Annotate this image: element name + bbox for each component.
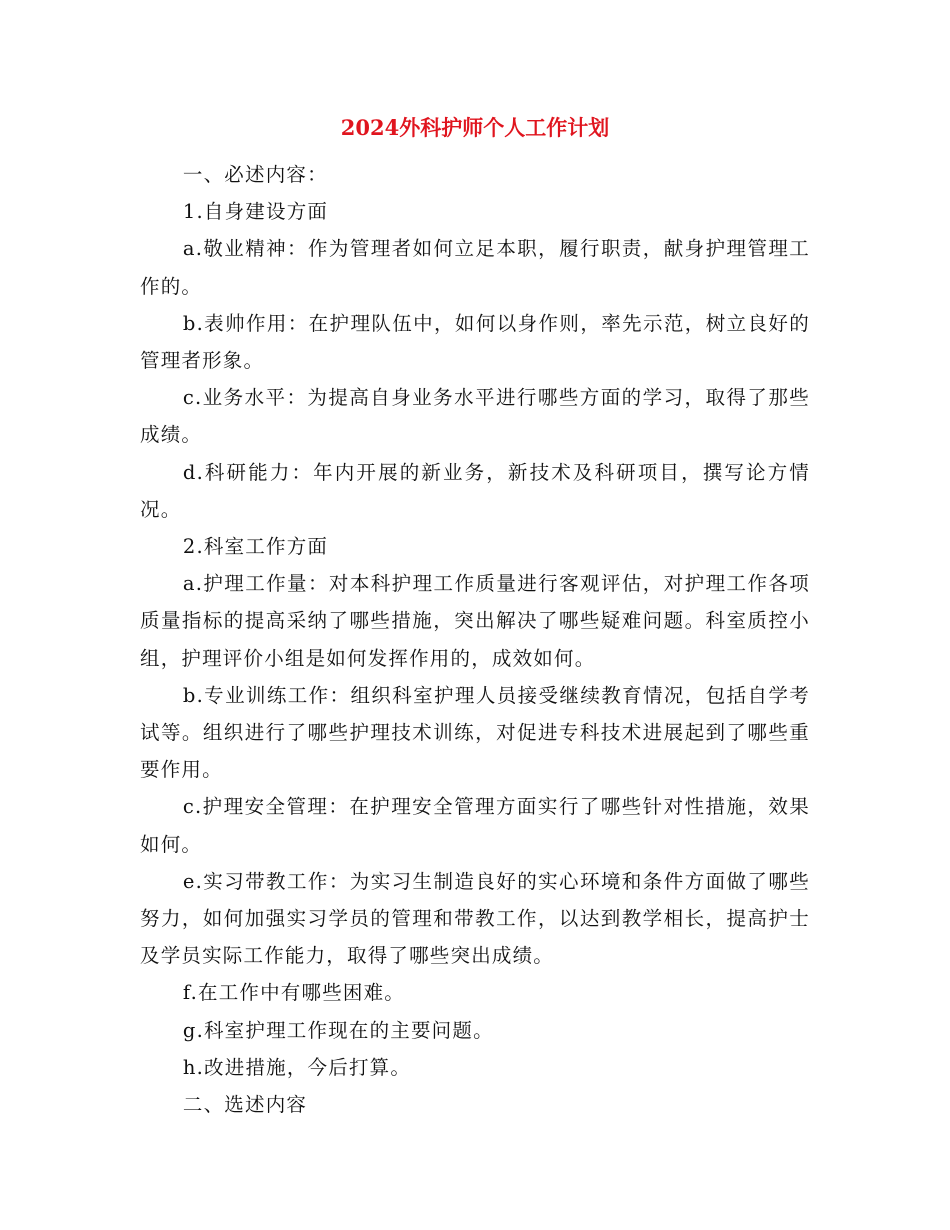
paragraph-role-model: b.表帅作用：在护理队伍中，如何以身作则，率先示范，树立良好的管理者形象。 <box>140 311 810 373</box>
subsection-self-development: 1.自身建设方面 <box>182 200 329 224</box>
section-heading-optional: 二、选述内容 <box>182 1093 308 1117</box>
paragraph-workload: a.护理工作量：对本科护理工作质量进行客观评估，对护理工作各项质量指标的提高采纳了哪些措施，突出解决了哪些疑难问题。科室质控小组，护理评价小组是如何发挥作用的，成效如何。 <box>140 572 810 670</box>
paragraph-training: b.专业训练工作：组织科室护理人员接受继续教育情况，包括自学考试等。组织进行了哪些护理技术训练，对促进专科技术进展起到了哪些重要作用。 <box>140 683 810 782</box>
paragraph-professional-level: c.业务水平：为提高自身业务水平进行哪些方面的学习，取得了那些成绩。 <box>140 386 810 447</box>
document-title: 2024外科护师个人工作计划 <box>340 115 610 140</box>
section-heading-required: 一、必述内容： <box>182 163 328 186</box>
paragraph-research: d.科研能力：年内开展的新业务，新技术及科研项目，撰写论方情况。 <box>140 460 810 521</box>
document-body <box>140 156 810 1123</box>
paragraph-internship: e.实习带教工作：为实习生制造良好的实心环境和条件方面做了哪些努力，如何加强实习学员的管理和带教工作，以达到教学相长，提高护士及学员实际工作能力，取得了哪些突出成绩。 <box>140 869 810 968</box>
paragraph-dedication: a.敬业精神：作为管理者如何立足本职，履行职责，献身护理管理工作的。 <box>140 237 810 298</box>
subsection-department-work: 2.科室工作方面 <box>182 535 329 559</box>
paragraph-difficulties: f.在工作中有哪些困难。 <box>182 981 406 1005</box>
paragraph-safety: c.护理安全管理：在护理安全管理方面实行了哪些针对性措施，效果如何。 <box>140 795 810 856</box>
paragraph-main-problems: g.科室护理工作现在的主要问题。 <box>182 1018 494 1042</box>
paragraph-improvements: h.改进措施，今后打算。 <box>182 1055 412 1079</box>
